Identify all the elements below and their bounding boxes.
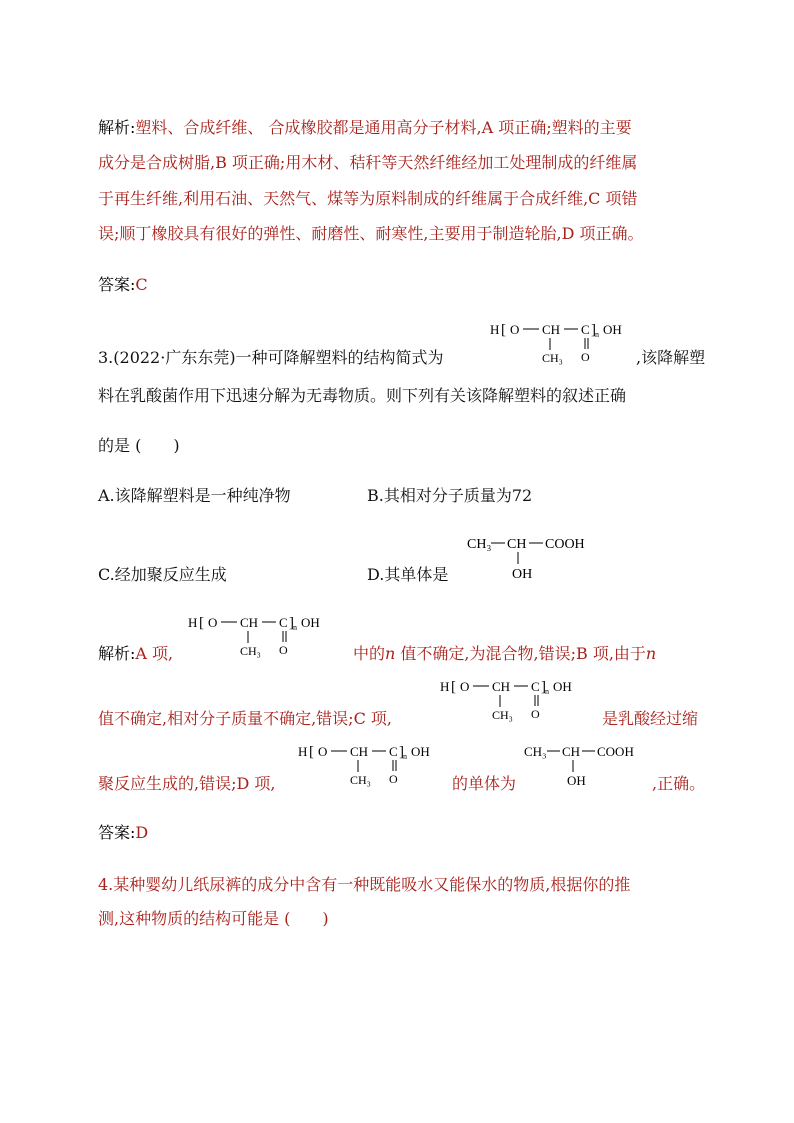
formula-ch3: CH₃: [240, 644, 261, 658]
monomer-cooh: COOH: [597, 744, 634, 759]
answer-label: 答案:: [98, 823, 136, 842]
monomer-formula-d: [467, 532, 617, 588]
formula-ch3: CH₃: [542, 351, 563, 365]
question-4-line-2: 测,这种物质的结构可能是 ( ): [98, 909, 329, 928]
formula-oh: OH: [553, 679, 572, 694]
formula-o: O: [460, 679, 470, 694]
analysis-3-line-2a: 值不确定,相对分子质量不确定,错误;C 项,: [98, 709, 392, 728]
formula-bracket-open: [: [451, 679, 456, 695]
formula-oh: OH: [301, 615, 320, 630]
analysis-3-line-3a: 聚反应生成的,错误;D 项,: [98, 774, 276, 793]
option-d: D.其单体是: [367, 565, 449, 584]
formula-h: H: [188, 615, 198, 630]
monomer-ch3: CH₃: [467, 537, 492, 552]
question-4-line-1: 4.某种婴幼儿纸尿裤的成分中含有一种既能吸水又能保水的物质,根据你的推: [98, 875, 631, 894]
formula-n: n: [293, 623, 297, 632]
formula-ch3: CH₃: [350, 773, 371, 787]
polymer-formula: [490, 318, 630, 372]
answer-value: D: [135, 823, 149, 842]
formula-o: O: [510, 322, 520, 337]
formula-bracket-open: [: [309, 744, 314, 760]
analysis-3-line-3b: 的单体为: [452, 774, 517, 793]
formula-h: H: [298, 744, 308, 759]
formula-ch: CH: [542, 322, 561, 337]
formula-o2: O: [581, 350, 590, 364]
formula-o2: O: [531, 707, 540, 721]
formula-o: O: [318, 744, 328, 759]
monomer-oh: OH: [512, 567, 533, 582]
formula-h: H: [440, 679, 450, 694]
monomer-ch: CH: [507, 537, 527, 552]
analysis-3-line-2b: 是乳酸经过缩: [602, 709, 699, 728]
polymer-formula-svg: [490, 318, 630, 368]
analysis-3-n2: n: [645, 644, 657, 663]
formula-n: n: [545, 687, 549, 696]
analysis-3-text1b: 值不确定,为混合物,错误;B 项,由于: [395, 644, 646, 663]
formula-bracket-close: ]: [289, 615, 294, 631]
formula-o: O: [208, 615, 218, 630]
analysis-label: 解析:: [98, 118, 136, 137]
monomer-cooh: COOH: [545, 537, 585, 552]
formula-ch: CH: [240, 615, 259, 630]
formula-bracket-open: [: [199, 615, 204, 631]
analysis-3-label: 解析:: [98, 644, 136, 663]
formula-bracket-close: ]: [541, 679, 546, 695]
formula-h: H: [490, 322, 500, 337]
formula-c: C: [531, 679, 540, 694]
answer-label: 答案:: [98, 275, 136, 294]
formula-bracket-open: [: [501, 322, 506, 338]
answer-3: [98, 823, 148, 843]
monomer-ch: CH: [562, 744, 581, 759]
question-3-line-2: 料在乳酸菌作用下迅速分解为无毒物质。则下列有关该降解塑料的叙述正确: [98, 386, 627, 405]
analysis-3-line-3c: ,正确。: [652, 774, 706, 793]
formula-o2: O: [389, 772, 398, 786]
analysis-3-n1: n: [385, 644, 396, 663]
analysis-text: 塑料、合成纤维、 合成橡胶都是通用高分子材料,A 项正确;塑料的主要: [135, 118, 632, 137]
monomer-formula-analysis: [524, 740, 654, 796]
polymer-formula-d: [298, 740, 438, 794]
question-3-line-3: 的是 ( ): [98, 436, 180, 455]
question-3-stem-a: 3.(2022·广东东莞)一种可降解塑料的结构简式为: [98, 348, 444, 367]
formula-oh: OH: [603, 322, 622, 337]
formula-o2: O: [279, 643, 288, 657]
analysis-3-a: A 项,: [135, 644, 174, 663]
analysis-line-4: 误;顺丁橡胶具有很好的弹性、耐磨性、耐寒性,主要用于制造轮胎,D 项正确。: [98, 224, 644, 243]
formula-n: n: [595, 330, 599, 339]
formula-bracket-close: ]: [399, 744, 404, 760]
formula-ch: CH: [492, 679, 511, 694]
analysis-3-text1: 中的: [353, 644, 386, 663]
analysis-line-2: 成分是合成树脂,B 项正确;用木材、秸秆等天然纤维经加工处理制成的纤维属: [98, 153, 638, 172]
monomer-oh: OH: [567, 773, 586, 788]
polymer-formula-a: [188, 611, 328, 665]
formula-n: n: [403, 752, 407, 761]
formula-c: C: [389, 744, 398, 759]
formula-ch3: CH₃: [492, 708, 513, 722]
question-3-stem-b: ,该降解塑: [636, 348, 706, 367]
option-b: B.其相对分子质量为72: [367, 486, 533, 505]
answer-1: [98, 275, 148, 295]
answer-value: C: [135, 275, 148, 294]
formula-oh: OH: [411, 744, 430, 759]
formula-ch: CH: [350, 744, 369, 759]
option-a: A.该降解塑料是一种纯净物: [98, 486, 291, 505]
polymer-formula-c: [440, 675, 580, 729]
analysis-line-1: [98, 118, 632, 138]
analysis-3-line-1: [98, 644, 173, 664]
formula-bracket-close: ]: [591, 322, 596, 338]
option-c: C.经加聚反应生成: [98, 565, 227, 584]
formula-c: C: [581, 322, 590, 337]
formula-c: C: [279, 615, 288, 630]
monomer-ch3: CH₃: [524, 744, 547, 759]
analysis-line-3: 于再生纤维,利用石油、天然气、煤等为原料制成的纤维属于合成纤维,C 项错: [98, 189, 638, 208]
analysis-3-line-1b: [353, 644, 656, 664]
